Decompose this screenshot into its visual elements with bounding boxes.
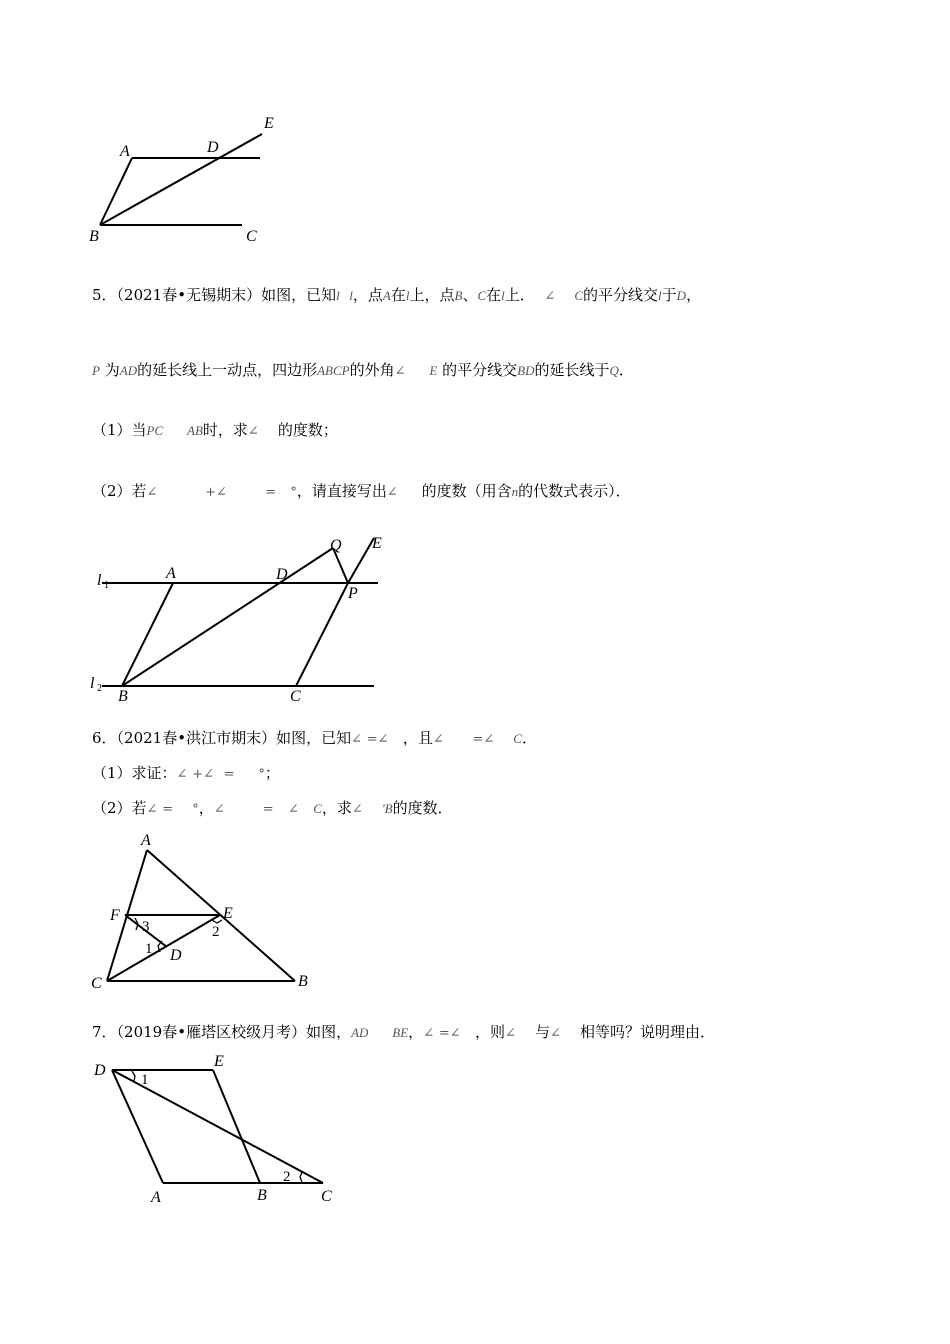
- point-label-B: B: [298, 973, 308, 990]
- q7-text: 相等吗？说明理由．: [579, 1023, 715, 1041]
- math: C: [513, 731, 522, 746]
- point-label-F: F: [110, 907, 120, 924]
- q5-text: 于: [661, 286, 677, 304]
- figure-3-diagram: [80, 828, 340, 998]
- point-label-A: A: [151, 1189, 161, 1206]
- math: l: [658, 288, 662, 303]
- q5-number: 5．: [92, 286, 117, 304]
- math: E: [429, 363, 438, 378]
- q5-text: ，点: [352, 286, 383, 304]
- label-l1: l: [97, 572, 102, 589]
- q5-text: 的平分线交: [583, 286, 659, 304]
- q5-text: 的外角: [349, 361, 395, 379]
- q5-text: 为: [104, 361, 120, 379]
- q6-text: （1）求证：: [92, 764, 177, 782]
- q6-part-1: [92, 763, 280, 785]
- q6-number: 6．: [92, 729, 117, 747]
- q5-part-2: [92, 481, 631, 503]
- point-label-Q: Q: [330, 537, 342, 554]
- label-l2: l: [90, 675, 95, 692]
- q6-text: ．: [521, 729, 537, 747]
- math: =: [162, 802, 174, 817]
- q5-line-1: [92, 285, 701, 307]
- math: D: [676, 288, 687, 303]
- point-label-D: D: [94, 1062, 106, 1079]
- math: BD: [517, 363, 535, 378]
- angle-label-2: 2: [212, 924, 220, 940]
- math: =: [262, 802, 274, 817]
- angle-symbol: ∠: [146, 802, 158, 817]
- math: C: [313, 801, 322, 816]
- q6-text: 如图，已知: [276, 729, 352, 747]
- q5-text: 上．: [504, 286, 535, 304]
- angle-symbol: ∠: [505, 1026, 516, 1041]
- angle-symbol: ∠: [423, 1026, 435, 1041]
- q5-text: 在: [390, 286, 406, 304]
- figure-4-diagram: [80, 1050, 360, 1210]
- angle-symbol: ∠: [544, 289, 556, 304]
- point-label-A: A: [120, 143, 130, 160]
- label-l1-sub: 1: [104, 580, 109, 591]
- figure-1-diagram: [80, 110, 300, 250]
- q6-text: ，且: [402, 729, 433, 747]
- q6-text: 的度数．: [392, 799, 453, 817]
- math: B: [454, 288, 463, 303]
- q6-line-1: [92, 728, 537, 750]
- q7-text: ，: [408, 1023, 424, 1041]
- angle-symbol: ∠: [176, 767, 188, 782]
- q5-text: 时，求: [202, 421, 248, 439]
- angle-symbol: =∠: [472, 732, 495, 747]
- math: AD: [119, 363, 138, 378]
- math: l: [405, 288, 410, 303]
- q5-text: 的延长线上一动点，四边形: [137, 361, 318, 379]
- math: C: [477, 288, 487, 303]
- math: °: [192, 802, 199, 817]
- q5-text: 的代数式表示）．: [518, 482, 631, 500]
- math: °: [290, 485, 297, 500]
- q5-line-2: [92, 360, 634, 382]
- math: P: [92, 363, 100, 378]
- math: 'B: [381, 801, 393, 816]
- point-label-E: E: [223, 905, 233, 922]
- angle-symbol: ∠: [288, 802, 299, 817]
- angle-symbol: +∠: [192, 767, 215, 782]
- segment-CP: [296, 583, 348, 686]
- angle-symbol: ∠: [213, 802, 225, 817]
- point-label-A: A: [166, 565, 176, 582]
- math: AD: [351, 1025, 369, 1040]
- angle-symbol: ∠: [351, 732, 362, 747]
- point-label-C: C: [91, 975, 102, 992]
- q5-text: 的度数；: [277, 421, 338, 439]
- math: n: [511, 484, 519, 499]
- angle-arc-2: [300, 1172, 302, 1182]
- ray-PE: [348, 538, 374, 583]
- math: l: [349, 288, 353, 303]
- point-label-C: C: [321, 1188, 332, 1205]
- angle-symbol: ∠: [247, 424, 259, 439]
- point-label-D: D: [276, 566, 288, 583]
- q5-part-1: [92, 420, 338, 442]
- math: PC: [146, 423, 164, 438]
- q5-text: ，: [686, 286, 702, 304]
- angle-symbol: +∠: [205, 485, 227, 500]
- point-label-D: D: [170, 947, 182, 964]
- angle-symbol: ∠: [550, 1026, 561, 1041]
- math: =: [265, 485, 276, 500]
- q7-text: 如图，: [306, 1023, 352, 1041]
- math: =: [223, 767, 235, 782]
- angle-arc-2: [212, 920, 222, 923]
- angle-symbol: ∠: [394, 364, 406, 379]
- q6-source: （2021春•洪江市期末）: [116, 729, 277, 747]
- point-label-E: E: [214, 1053, 224, 1070]
- math: A: [382, 288, 391, 303]
- angle-arc-1: [132, 1071, 135, 1081]
- math: Q: [609, 363, 619, 378]
- q5-text: ．: [618, 361, 634, 379]
- q7-text: ，则: [474, 1023, 505, 1041]
- q6-text: ，求: [321, 799, 352, 817]
- q5-text: 的平分线交: [442, 361, 518, 379]
- point-label-B: B: [89, 228, 99, 245]
- angle-symbol: =∠: [438, 1026, 461, 1041]
- q7-line-1: [92, 1022, 715, 1044]
- segment-EB: [213, 1070, 260, 1183]
- point-label-B: B: [257, 1187, 267, 1204]
- point-label-B: B: [118, 688, 128, 705]
- q6-part-2: [92, 798, 453, 820]
- q5-text: 的延长线于: [534, 361, 610, 379]
- point-label-C: C: [246, 228, 257, 245]
- angle-symbol: =∠: [366, 732, 389, 747]
- angle-label-2: 2: [283, 1169, 291, 1185]
- math: ABCP: [317, 363, 350, 378]
- point-label-C: C: [290, 688, 301, 705]
- q7-number: 7．: [92, 1023, 117, 1041]
- q6-text: ；: [264, 764, 280, 782]
- q6-text: ，: [198, 799, 214, 817]
- angle-label-1: 1: [141, 1072, 149, 1088]
- q5-source: （2021春•无锡期末）: [116, 286, 262, 304]
- q5-text: 如图，已知: [261, 286, 337, 304]
- point-label-E: E: [264, 115, 274, 132]
- q6-text: （2）若: [92, 799, 147, 817]
- angle-symbol: ∠: [432, 732, 444, 747]
- q5-text: （2）若: [92, 482, 147, 500]
- math: BE: [392, 1025, 409, 1040]
- figure-2-diagram: [80, 530, 400, 710]
- math: l: [336, 288, 340, 303]
- angle-label-3: 3: [142, 919, 150, 935]
- angle-symbol: ∠: [351, 802, 363, 817]
- point-label-D: D: [207, 139, 219, 156]
- q7-source: （2019春•雁塔区校级月考）: [116, 1023, 307, 1041]
- ray-BQ: [122, 548, 333, 686]
- point-label-A: A: [141, 832, 151, 849]
- angle-symbol: ∠: [146, 485, 158, 500]
- q5-text: 的度数（用含: [421, 482, 512, 500]
- segment-DA: [112, 1070, 163, 1183]
- q5-text: 在: [486, 286, 502, 304]
- math: °: [258, 767, 265, 782]
- q7-text: 与: [534, 1023, 550, 1041]
- label-l2-sub: 2: [97, 683, 102, 694]
- q5-text: 上，点: [409, 286, 455, 304]
- math: l: [501, 288, 505, 303]
- math: C: [574, 288, 584, 303]
- point-label-E: E: [372, 535, 382, 552]
- point-label-P: P: [348, 585, 358, 602]
- segment-AB: [122, 583, 173, 686]
- q5-text: ，请直接写出: [296, 482, 387, 500]
- angle-label-1: 1: [145, 941, 153, 957]
- q5-text: 、: [462, 286, 478, 304]
- angle-symbol: ∠: [386, 485, 398, 500]
- math: AB: [187, 423, 203, 438]
- q5-text: （1）当: [92, 421, 147, 439]
